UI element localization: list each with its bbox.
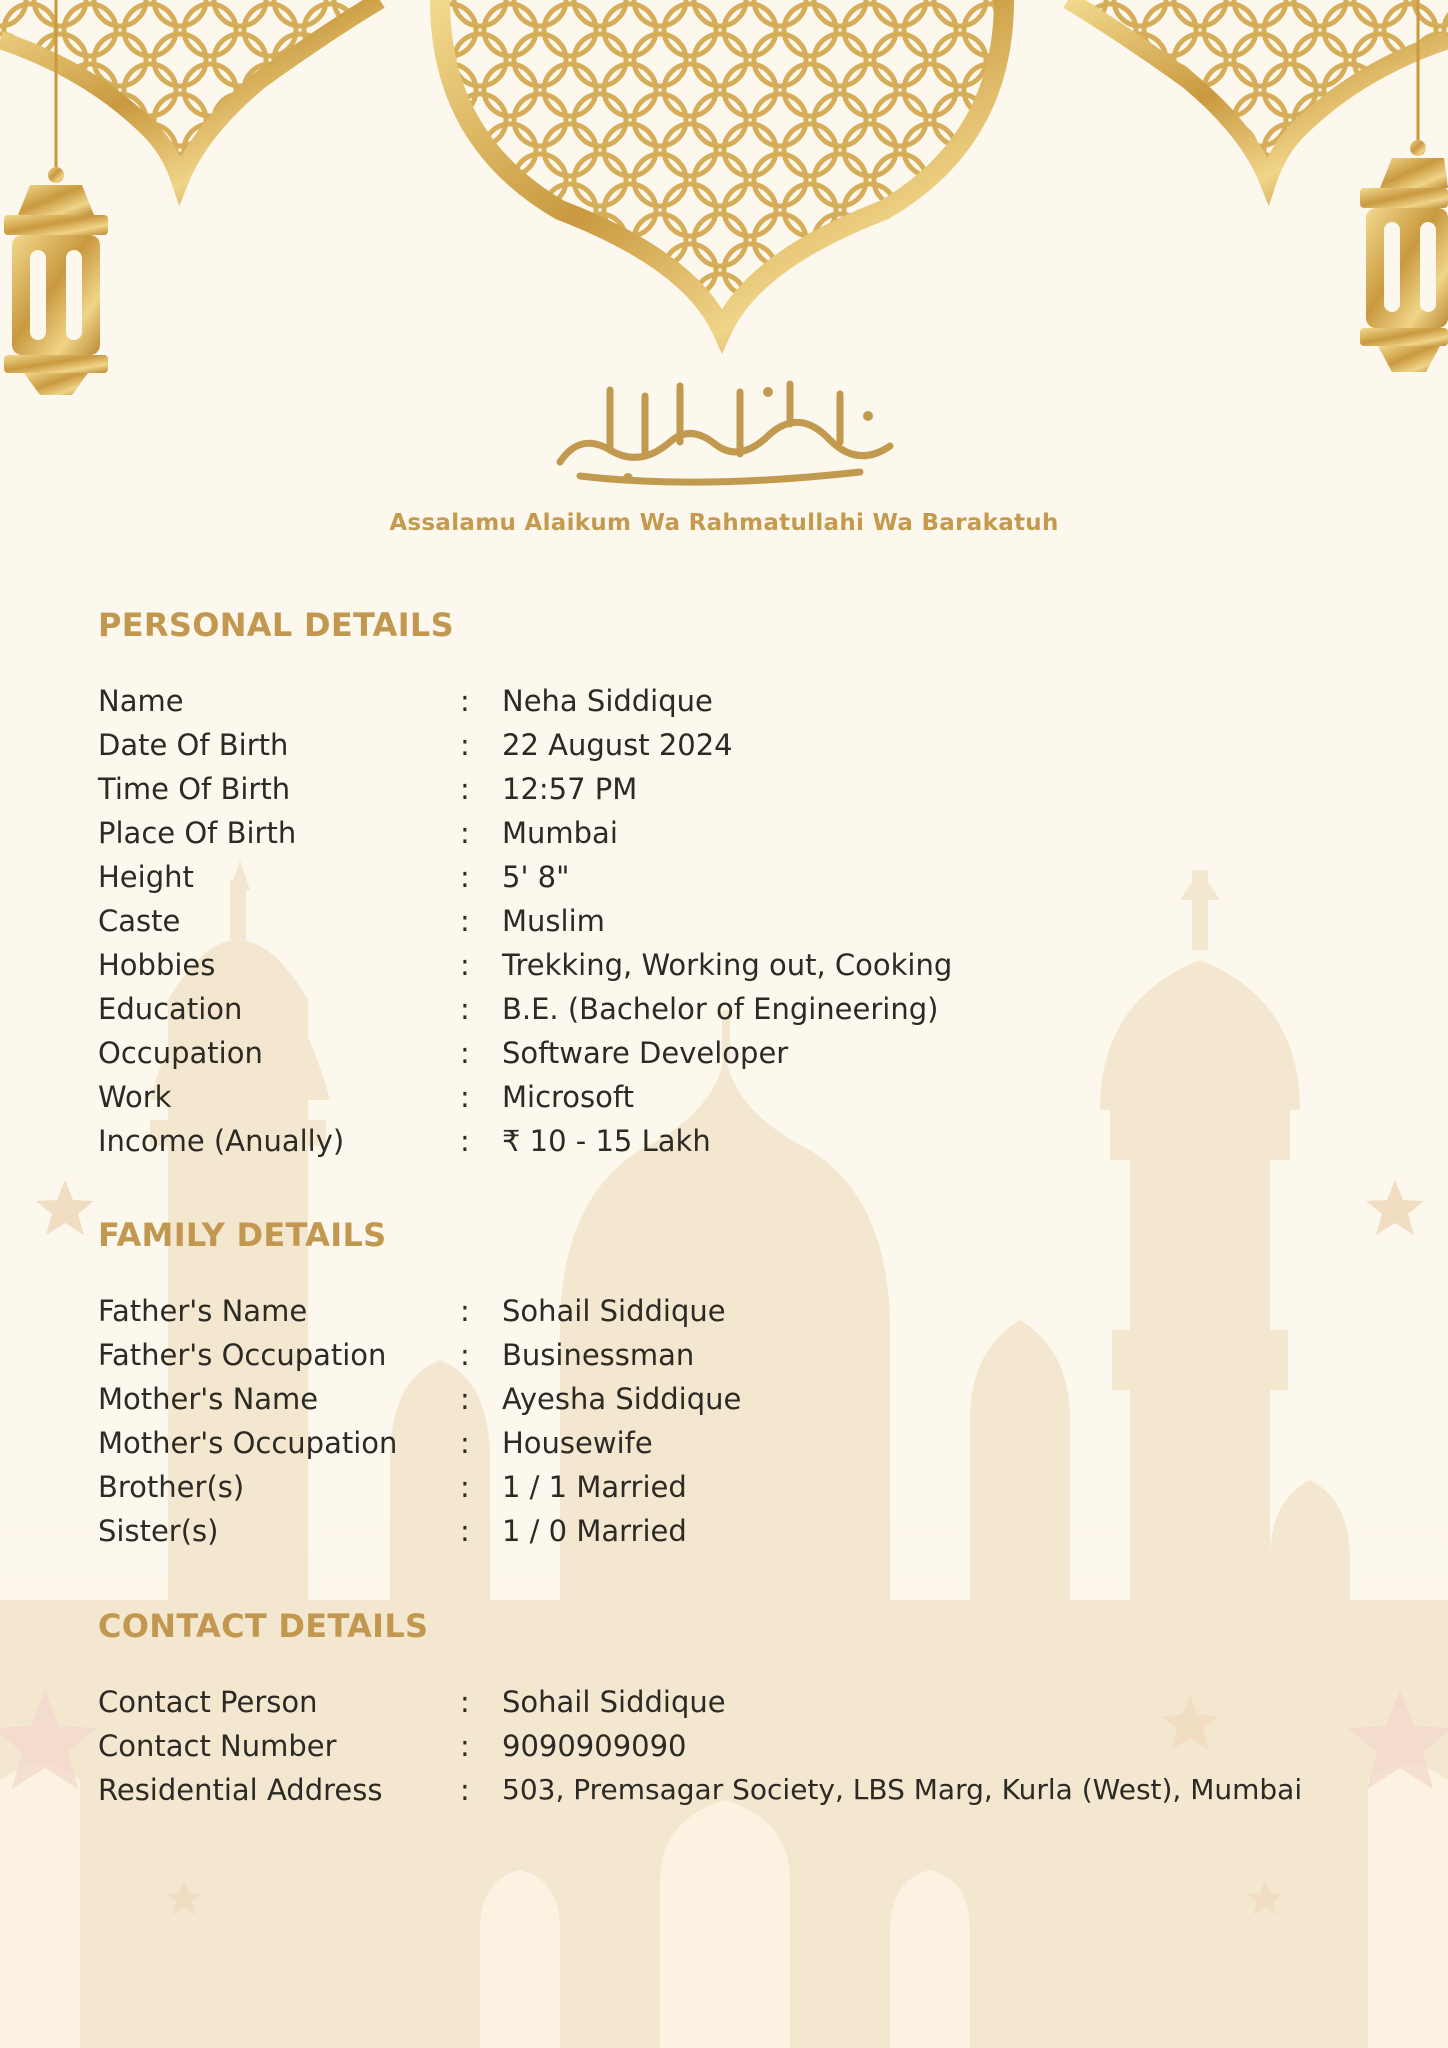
row-value: 22 August 2024 (502, 728, 733, 762)
row-separator: : (460, 904, 470, 938)
row-separator: : (460, 1124, 470, 1158)
row-value: Trekking, Working out, Cooking (502, 948, 953, 982)
row-separator: : (460, 992, 470, 1026)
detail-row-mothers-occupation (98, 1426, 1398, 1470)
row-label: Contact Person (98, 1685, 318, 1719)
detail-row-residential-address (98, 1773, 1398, 1817)
calligraphy-icon (540, 372, 910, 492)
section-title-family: FAMILY DETAILS (98, 1216, 387, 1254)
row-label: Father's Name (98, 1294, 308, 1328)
contact-details-list (98, 1685, 1398, 1817)
row-value: Sohail Siddique (502, 1685, 726, 1719)
row-value: Mumbai (502, 816, 618, 850)
detail-row-place-of-birth (98, 816, 1398, 860)
row-separator: : (460, 860, 470, 894)
row-label: Sister(s) (98, 1514, 219, 1548)
row-value: ₹ 10 - 15 Lakh (502, 1124, 711, 1158)
row-separator: : (460, 948, 470, 982)
row-label: Work (98, 1080, 172, 1114)
personal-details-list (98, 684, 1398, 1168)
row-value: Muslim (502, 904, 605, 938)
row-label: Hobbies (98, 948, 216, 982)
detail-row-name (98, 684, 1398, 728)
section-title-contact: CONTACT DETAILS (98, 1607, 429, 1645)
detail-row-fathers-name (98, 1294, 1398, 1338)
row-value: Microsoft (502, 1080, 634, 1114)
row-value: Housewife (502, 1426, 653, 1460)
row-separator: : (460, 1036, 470, 1070)
row-separator: : (460, 1470, 470, 1504)
greeting-text: Assalamu Alaikum Wa Rahmatullahi Wa Barakatuh (389, 510, 1059, 536)
row-value: Sohail Siddique (502, 1294, 726, 1328)
detail-row-brothers (98, 1470, 1398, 1514)
row-label: Residential Address (98, 1773, 383, 1807)
detail-row-fathers-occupation (98, 1338, 1398, 1382)
row-label: Name (98, 684, 184, 718)
row-label: Education (98, 992, 243, 1026)
detail-row-work (98, 1080, 1398, 1124)
row-separator: : (460, 1426, 470, 1460)
detail-row-education (98, 992, 1398, 1036)
detail-row-time-of-birth (98, 772, 1398, 816)
row-label: Time Of Birth (98, 772, 291, 806)
detail-row-height (98, 860, 1398, 904)
row-label: Caste (98, 904, 181, 938)
row-separator: : (460, 1773, 470, 1807)
row-label: Mother's Occupation (98, 1426, 398, 1460)
detail-row-occupation (98, 1036, 1398, 1080)
row-value: Ayesha Siddique (502, 1382, 742, 1416)
row-separator: : (460, 1729, 470, 1763)
detail-row-date-of-birth (98, 728, 1398, 772)
detail-row-contact-person (98, 1685, 1398, 1729)
row-label: Occupation (98, 1036, 263, 1070)
row-separator: : (460, 1294, 470, 1328)
row-value: B.E. (Bachelor of Engineering) (502, 992, 939, 1026)
row-separator: : (460, 772, 470, 806)
detail-row-mothers-name (98, 1382, 1398, 1426)
section-title-personal: PERSONAL DETAILS (98, 606, 454, 644)
detail-row-contact-number (98, 1729, 1398, 1773)
detail-row-sisters (98, 1514, 1398, 1558)
row-label: Place Of Birth (98, 816, 297, 850)
row-label: Brother(s) (98, 1470, 245, 1504)
row-separator: : (460, 816, 470, 850)
row-label: Date Of Birth (98, 728, 289, 762)
row-separator: : (460, 684, 470, 718)
row-label: Height (98, 860, 194, 894)
row-label: Contact Number (98, 1729, 337, 1763)
row-value: 1 / 1 Married (502, 1470, 687, 1504)
row-value: Software Developer (502, 1036, 789, 1070)
row-value: Neha Siddique (502, 684, 713, 718)
row-separator: : (460, 1338, 470, 1372)
row-separator: : (460, 1382, 470, 1416)
row-value: 1 / 0 Married (502, 1514, 687, 1548)
row-value: Businessman (502, 1338, 695, 1372)
row-value: 503, Premsagar Society, LBS Marg, Kurla (West), Mumbai (502, 1773, 1303, 1806)
row-value: 5' 8" (502, 860, 570, 894)
row-separator: : (460, 1685, 470, 1719)
row-separator: : (460, 1080, 470, 1114)
detail-row-caste (98, 904, 1398, 948)
row-label: Income (Anually) (98, 1124, 345, 1158)
detail-row-hobbies (98, 948, 1398, 992)
row-value: 9090909090 (502, 1729, 687, 1763)
row-separator: : (460, 1514, 470, 1548)
detail-row-income (98, 1124, 1398, 1168)
row-separator: : (460, 728, 470, 762)
family-details-list (98, 1294, 1398, 1558)
row-value: 12:57 PM (502, 772, 638, 806)
row-label: Father's Occupation (98, 1338, 387, 1372)
row-label: Mother's Name (98, 1382, 319, 1416)
